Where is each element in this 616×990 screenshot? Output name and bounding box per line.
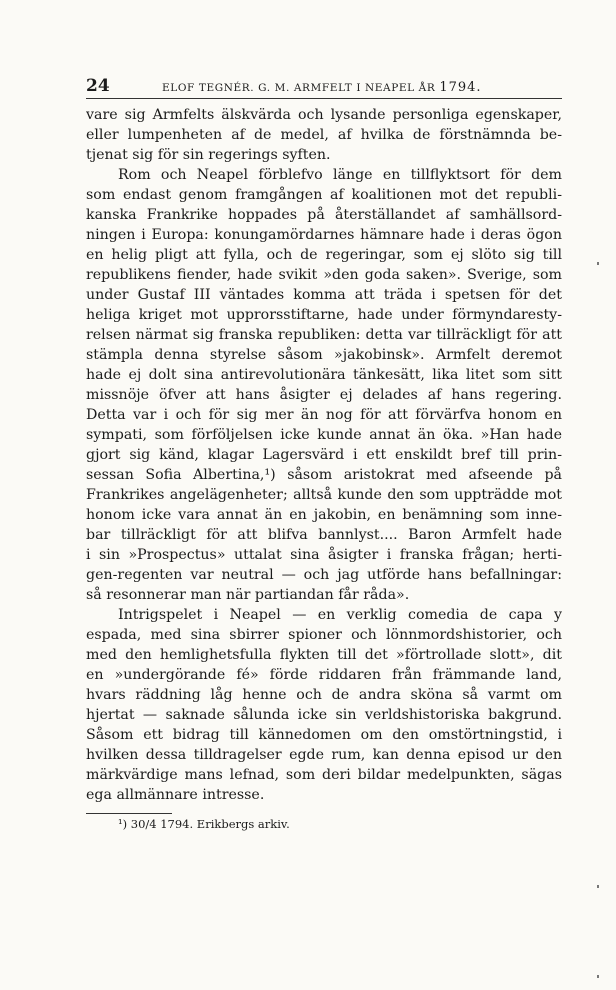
text-line: heliga kriget mot upprorsstiftarne, hade under förmyndaresty- <box>86 307 562 323</box>
text-line: ega allmännare intresse. <box>86 787 265 803</box>
text-line: med den hemlighetsfulla flykten till det »förtrollade slott», dit <box>86 647 562 663</box>
text-line: märkvärdige mans lefnad, som deri bildar medelpunkten, sägas <box>86 767 562 783</box>
text-line: Såsom ett bidrag till kännedomen om den omstörtningstid, i <box>86 727 562 743</box>
text-line: stämpla denna styrelse såsom »jakobinsk». Armfelt deremot <box>86 347 562 363</box>
body-text <box>86 105 562 805</box>
text-line: Detta var i och för sig mer än nog för att förvärfva honom en <box>86 407 562 423</box>
text-line: hvilken dessa tilldragelser egde rum, kan denna episod ur den <box>86 747 562 763</box>
paragraph-3 <box>86 605 562 805</box>
text-line: Rom och Neapel förblefvo länge en tillflyktsort för dem <box>118 167 562 183</box>
margin-speck <box>597 262 599 265</box>
text-line: relsen närmat sig franska republiken: detta var tillräckligt för att <box>86 327 562 343</box>
text-line: tjenat sig för sin regerings syften. <box>86 147 331 163</box>
text-line: hjertat — saknade sålunda icke sin verldshistoriska bakgrund. <box>86 707 562 723</box>
text-line: hade ej dolt sina antirevolutionära tänkesätt, lika litet som sitt <box>86 367 562 383</box>
text-line: så resonnerar man när partiandan får råda». <box>86 587 410 603</box>
text-line: Frankrikes angelägenheter; alltså kunde den som uppträdde mot <box>86 487 562 503</box>
footnote-rule <box>86 813 172 814</box>
text-line: som endast genom framgången af koalitionen mot det republi- <box>86 187 562 203</box>
running-head-year: 1794. <box>439 80 482 95</box>
text-line: honom icke vara annat än en jakobin, en benämning som inne- <box>86 507 562 523</box>
text-line: under Gustaf III väntades komma att träda i spetsen för det <box>86 287 562 303</box>
running-head <box>162 80 482 95</box>
paragraph-2 <box>86 165 562 605</box>
text-line: ningen i Europa: konungamördarnes hämnare hade i deras ögon <box>86 227 562 243</box>
footnote: ¹) 30/4 1794. Erikbergs arkiv. <box>118 817 290 831</box>
book-page <box>86 74 562 832</box>
text-line: en helig pligt att fylla, och de regeringar, som ej slöto sig till <box>86 247 562 263</box>
text-line: i sin »Prospectus» uttalat sina åsigter i franska frågan; herti- <box>86 547 562 563</box>
margin-speck <box>597 885 599 888</box>
page-header <box>86 74 562 99</box>
text-line: sympati, som förföljelsen icke kunde annat än öka. »Han hade <box>86 427 562 443</box>
text-line: sessan Sofia Albertina,¹) såsom aristokrat med afseende på <box>86 467 562 483</box>
text-line: gen-regenten var neutral — och jag utförde hans befallningar: <box>86 567 562 583</box>
text-line: Intrigspelet i Neapel — en verklig comedia de capa y <box>118 607 562 623</box>
text-line: hvars räddning låg henne och de andra sköna så varmt om <box>86 687 562 703</box>
page-number: 24 <box>86 76 110 96</box>
text-line: bar tillräckligt för att blifva bannlyst.... Baron Armfelt hade <box>86 527 562 543</box>
text-line: en »undergörande fé» förde riddaren från främmande land, <box>86 667 562 683</box>
paragraph-1 <box>86 105 562 165</box>
text-line: eller lumpenheten af de medel, af hvilka de förstnämnda be- <box>86 127 562 143</box>
text-line: espada, med sina sbirrer spioner och lönnmordshistorier, och <box>86 627 562 643</box>
text-line: gjort sig känd, klagar Lagersvärd i ett enskildt bref till prin- <box>86 447 562 463</box>
text-line: vare sig Armfelts älskvärda och lysande personliga egenskaper, <box>86 107 562 123</box>
text-line: missnöje öfver att hans åsigter ej delades af hans regering. <box>86 387 562 403</box>
running-head-text: ELOF TEGNÉR. G. M. ARMFELT I NEAPEL ÅR <box>162 82 436 94</box>
text-line: kanska Frankrike hoppades på återställandet af samhällsord- <box>86 207 562 223</box>
margin-speck <box>597 975 599 978</box>
text-line: republikens fiender, hade svikit »den goda saken». Sverige, som <box>86 267 562 283</box>
